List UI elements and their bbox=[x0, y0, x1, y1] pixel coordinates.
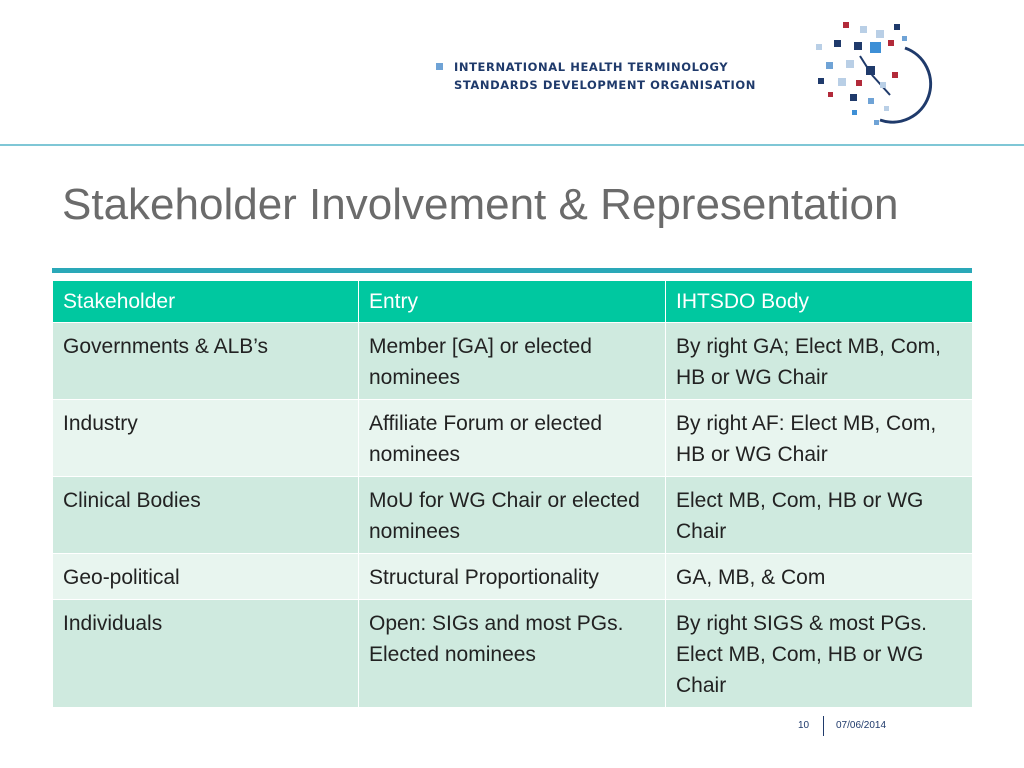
table-top-rule bbox=[52, 268, 972, 273]
stakeholder-cell: Governments & ALB’s bbox=[53, 323, 359, 400]
entry-cell: Open: SIGs and most PGs. Elected nominees bbox=[359, 600, 666, 708]
square-bullet-icon bbox=[436, 63, 443, 70]
slide-title: Stakeholder Involvement & Representation bbox=[62, 180, 899, 229]
page-number: 10 bbox=[798, 720, 810, 731]
ihtsdo-logo-icon bbox=[810, 20, 940, 130]
stakeholder-cell: Individuals bbox=[53, 600, 359, 708]
ihtsdo-body-cell: By right SIGS & most PGs. Elect MB, Com, HB or WG Chair bbox=[666, 600, 973, 708]
header-stakeholder: Stakeholder bbox=[53, 281, 359, 323]
footer-divider bbox=[823, 716, 824, 736]
ihtsdo-body-cell: By right AF: Elect MB, Com, HB or WG Chair bbox=[666, 400, 973, 477]
ihtsdo-body-cell: Elect MB, Com, HB or WG Chair bbox=[666, 477, 973, 554]
entry-cell: Member [GA] or elected nominees bbox=[359, 323, 666, 400]
footer-date: 07/06/2014 bbox=[836, 720, 887, 731]
stakeholder-cell: Industry bbox=[53, 400, 359, 477]
table-row bbox=[53, 477, 973, 554]
ihtsdo-body-cell: By right GA; Elect MB, Com, HB or WG Chair bbox=[666, 323, 973, 400]
org-name bbox=[436, 58, 756, 94]
entry-cell: Structural Proportionality bbox=[359, 554, 666, 600]
stakeholder-table bbox=[52, 280, 973, 708]
table-row bbox=[53, 600, 973, 708]
org-name-line2: STANDARDS DEVELOPMENT ORGANISATION bbox=[454, 78, 757, 92]
table-row bbox=[53, 400, 973, 477]
table-row bbox=[53, 323, 973, 400]
entry-cell: Affiliate Forum or elected nominees bbox=[359, 400, 666, 477]
table-row bbox=[53, 554, 973, 600]
table-header-row bbox=[53, 281, 973, 323]
header-ihtsdo-body: IHTSDO Body bbox=[666, 281, 973, 323]
ihtsdo-body-cell: GA, MB, & Com bbox=[666, 554, 973, 600]
stakeholder-cell: Geo-political bbox=[53, 554, 359, 600]
header-divider bbox=[0, 144, 1024, 146]
org-name-line1: INTERNATIONAL HEALTH TERMINOLOGY bbox=[454, 60, 729, 74]
entry-cell: MoU for WG Chair or elected nominees bbox=[359, 477, 666, 554]
stakeholder-cell: Clinical Bodies bbox=[53, 477, 359, 554]
header-entry: Entry bbox=[359, 281, 666, 323]
